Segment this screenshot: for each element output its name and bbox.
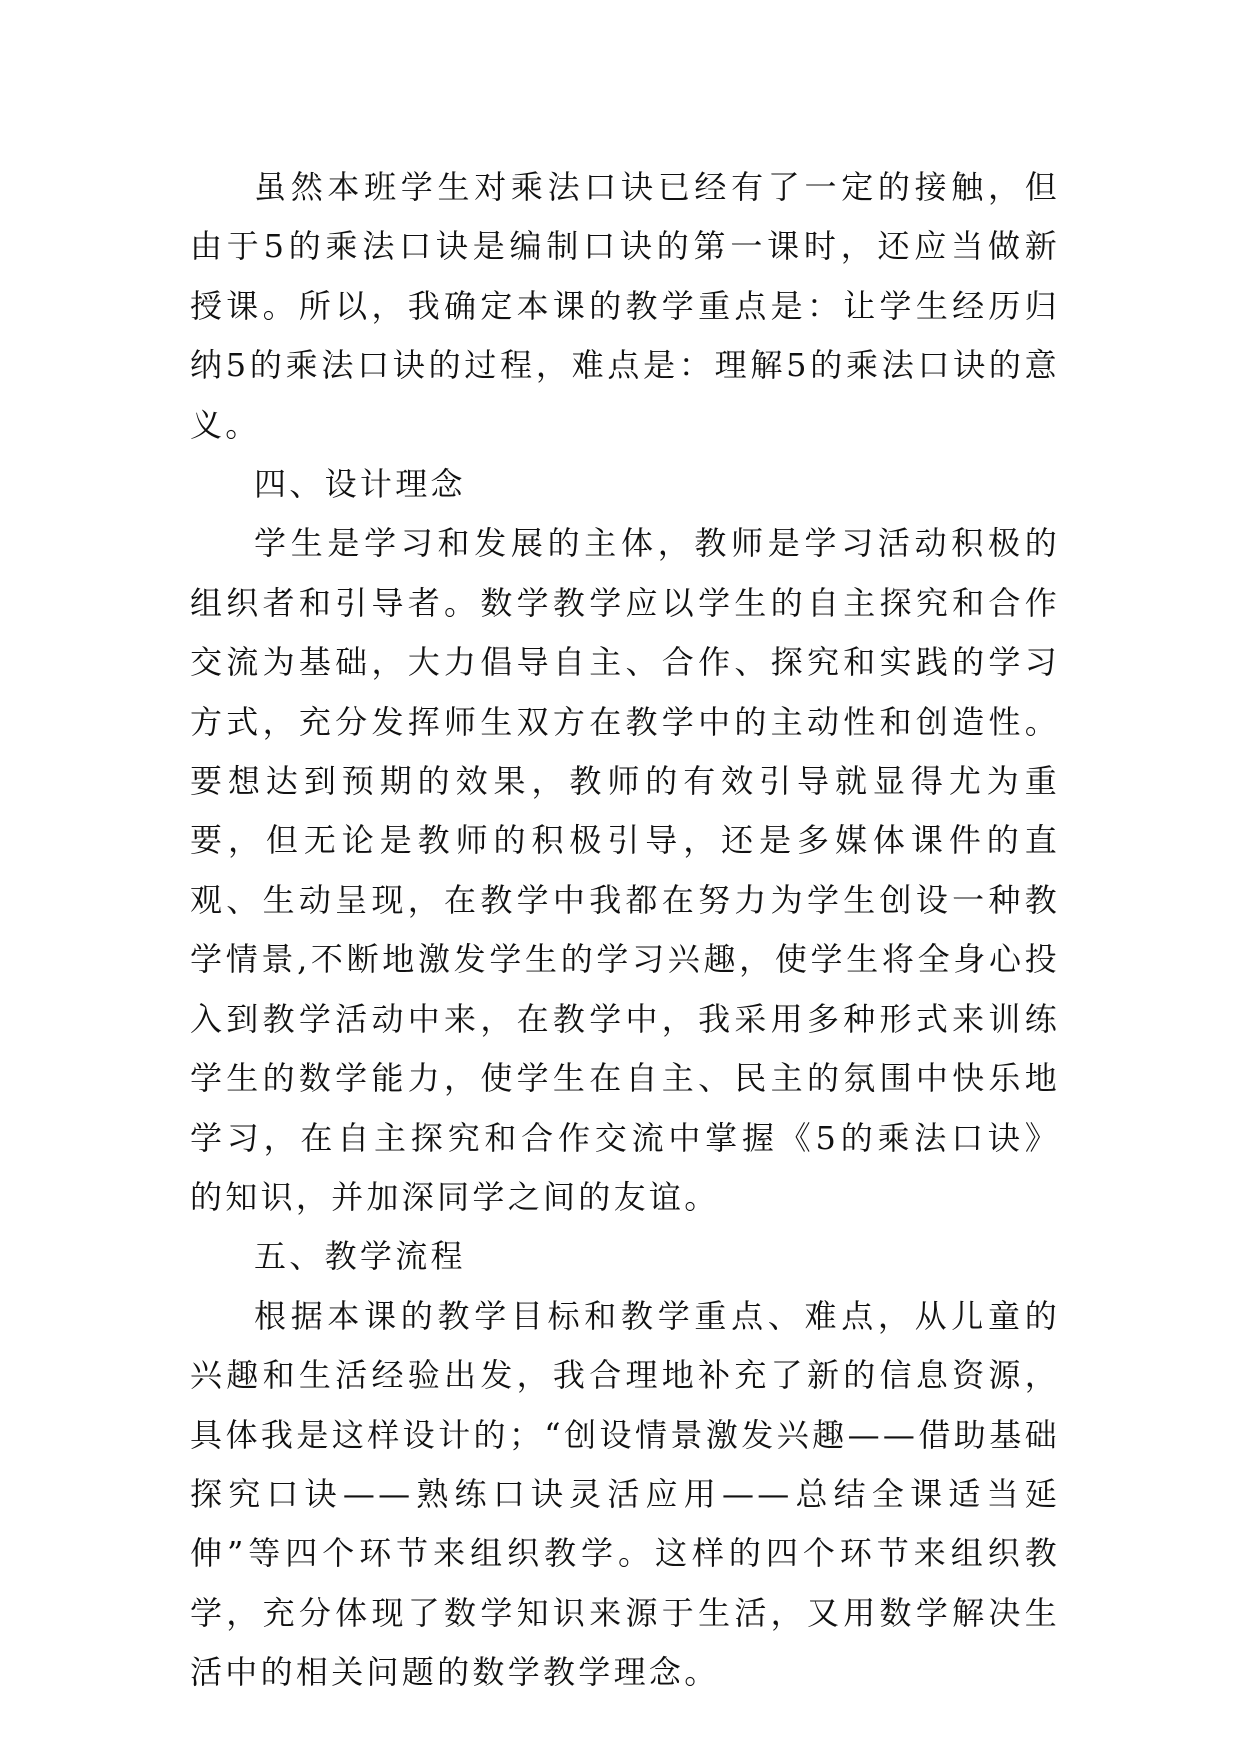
paragraph-design-concept: 学生是学习和发展的主体，教师是学习活动积极的组织者和引导者。数学教学应以学生的自主探究和合作交流为基础，大力倡导自主、合作、探究和实践的学习方式，充分发挥师生双方在教学中的主动性和创造性。要想达到预期的效果，教师的有效引导就显得尤为重要，但无论是教师的积极引导，还是多媒体课件的直观、生动呈现，在教学中我都在努力为学生创设一种教学情景,不断地激发学生的学习兴趣，使学生将全身心投入到教学活动中来，在教学中，我采用多种形式来训练学生的数学能力，使学生在自主、民主的氛围中快乐地学习，在自主探究和合作交流中掌握《5的乘法口诀》的知识，并加深同学之间的友谊。 xyxy=(190,524,1060,1216)
document-body xyxy=(190,158,1060,1703)
paragraph-teaching-process: 根据本课的教学目标和教学重点、难点，从儿童的兴趣和生活经验出发，我合理地补充了新的信息资源，具体我是这样设计的；“创设情景激发兴趣——借助基础探究口诀——熟练口诀灵活应用——总结全课适当延伸”等四个环节来组织教学。这样的四个环节来组织教学，充分体现了数学知识来源于生活，又用数学解决生活中的相关问题的数学教学理念。 xyxy=(190,1296,1060,1692)
section-heading-teaching-process: 五、教学流程 xyxy=(254,1237,466,1276)
paragraph-focus-difficulty: 虽然本班学生对乘法口诀已经有了一定的接触，但由于5的乘法口诀是编制口诀的第一课时，还应当做新授课。所以，我确定本课的教学重点是：让学生经历归纳5的乘法口诀的过程，难点是：理解5的乘法口诀的意义。 xyxy=(190,168,1060,444)
section-heading-design-concept: 四、设计理念 xyxy=(254,465,466,504)
